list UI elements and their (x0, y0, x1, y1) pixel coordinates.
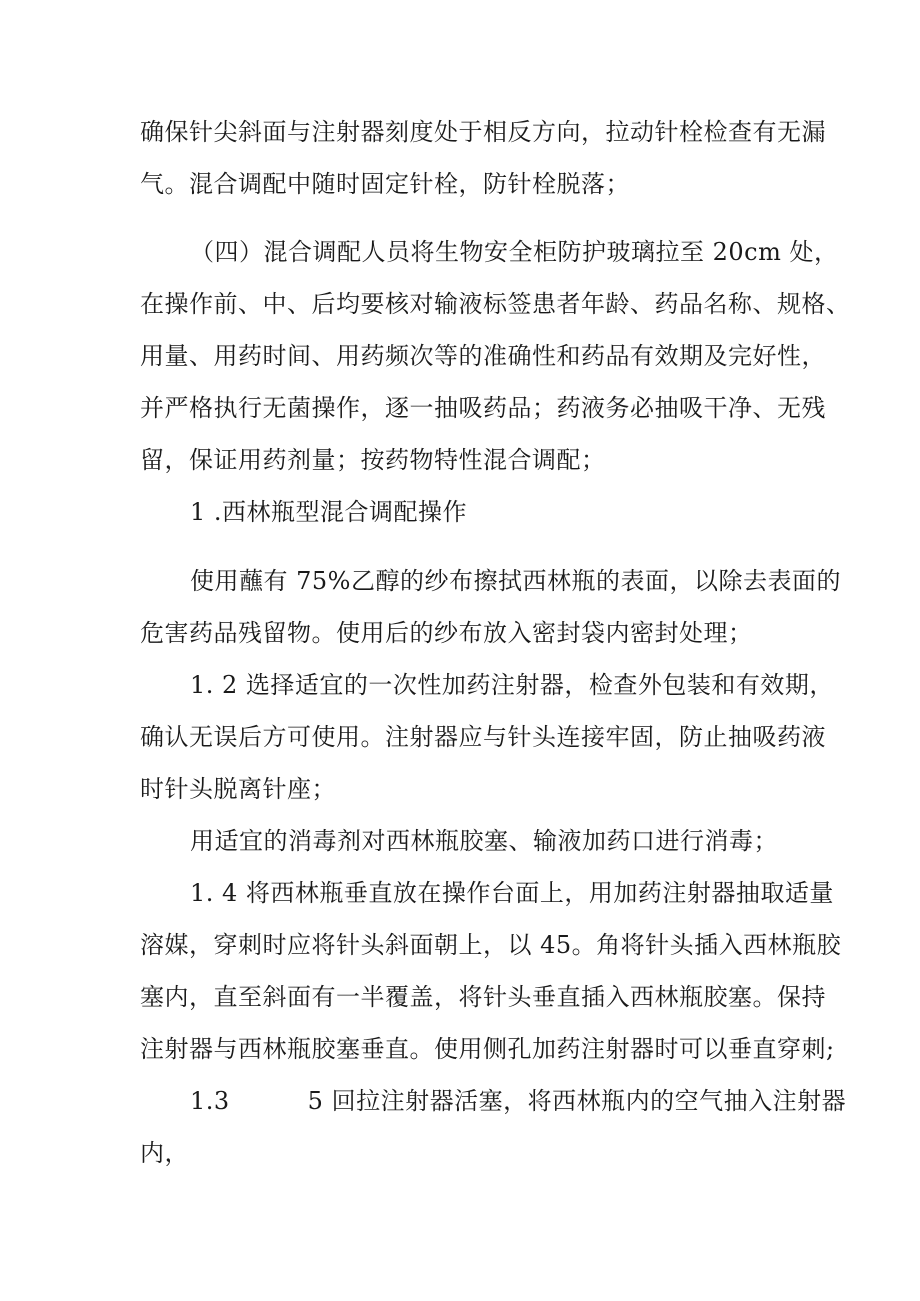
para7-text: 5 回拉注射器活塞，将西林瓶内的空气抽入注射器 (307, 1087, 847, 1115)
para7-line1 (190, 1086, 846, 1116)
section-heading: 1 .西林瓶型混合调配操作 (190, 498, 468, 526)
para3-line1: 使用蘸有 75%乙醇的纱布擦拭西林瓶的表面，以除去表面的 (190, 567, 841, 595)
para1-line1: 确保针尖斜面与注射器刻度处于相反方向，拉动针栓检查有无漏 (140, 118, 826, 146)
para6-line2: 溶媒，穿刺时应将针头斜面朝上，以 45。角将针头插入西林瓶胶 (140, 931, 842, 959)
para2-line4: 并严格执行无菌操作，逐一抽吸药品；药液务必抽吸干净、无残 (140, 394, 826, 422)
para6-line3: 塞内，直至斜面有一半覆盖，将针头垂直插入西林瓶胶塞。保持 (140, 983, 826, 1011)
para4-line2: 确认无误后方可使用。注射器应与针头连接牢固，防止抽吸药液 (140, 723, 826, 751)
para5-line1: 用适宜的消毒剂对西林瓶胶塞、输液加药口进行消毒； (190, 827, 778, 855)
para1-line2: 气。混合调配中随时固定针栓，防针栓脱落； (140, 170, 630, 198)
para2-line2: 在操作前、中、后均要核对输液标签患者年龄、药品名称、规格、 (140, 290, 851, 318)
para7-line2: 内， (140, 1139, 189, 1167)
para2-line3: 用量、用药时间、用药频次等的准确性和药品有效期及完好性， (140, 342, 826, 370)
para6-line1: 1. 4 将西林瓶垂直放在操作台面上，用加药注射器抽取适量 (190, 879, 834, 907)
para4-line3: 时针头脱离针座； (140, 775, 336, 803)
para4-line1: 1. 2 选择适宜的一次性加药注射器，检查外包装和有效期， (190, 671, 834, 699)
para2-line5: 留，保证用药剂量；按药物特性混合调配； (140, 446, 606, 474)
para3-line2: 危害药品残留物。使用后的纱布放入密封袋内密封处理； (140, 619, 753, 647)
para7-number: 1.3 (190, 1087, 230, 1115)
para2-line1: （四）混合调配人员将生物安全柜防护玻璃拉至 20cm 处， (190, 238, 839, 266)
para6-line4: 注射器与西林瓶胶塞垂直。使用侧孔加药注射器时可以垂直穿刺; (140, 1035, 835, 1063)
